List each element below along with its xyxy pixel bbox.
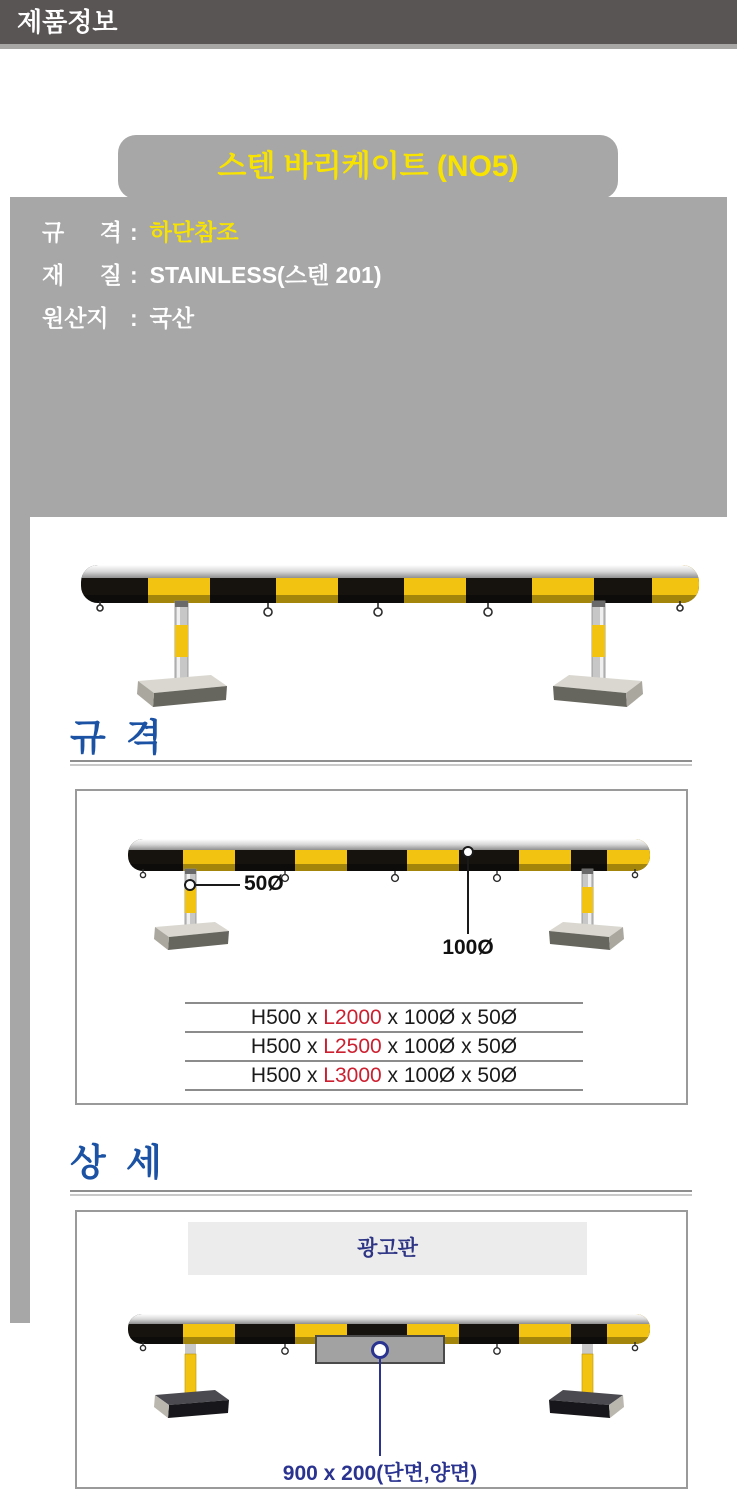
spec-separator: : bbox=[130, 262, 138, 288]
spec-separator: : bbox=[130, 305, 138, 331]
spec-row bbox=[42, 254, 382, 297]
spec-value: 하단참조 bbox=[149, 219, 239, 245]
bar-callout-line bbox=[467, 858, 469, 934]
spec-list bbox=[42, 211, 382, 340]
detail-diagram-box bbox=[75, 1210, 688, 1489]
table-row bbox=[185, 1031, 583, 1060]
right-leg bbox=[553, 601, 643, 707]
product-summary-panel bbox=[10, 197, 727, 1485]
spec-label: 원산지 bbox=[42, 305, 109, 331]
spec-diagram-box bbox=[75, 789, 688, 1105]
leg-callout-line bbox=[196, 884, 240, 886]
header-divider bbox=[0, 44, 737, 49]
size-suffix: x 100Ø x 50Ø bbox=[381, 1064, 518, 1087]
spec-row bbox=[42, 211, 382, 254]
size-suffix: x 100Ø x 50Ø bbox=[381, 1006, 518, 1029]
sign-callout-line bbox=[379, 1359, 381, 1456]
bar-diameter-label: 100Ø bbox=[442, 936, 494, 959]
size-table bbox=[185, 1002, 583, 1091]
product-title: 스텐 바리케이트 (NO5) bbox=[217, 150, 519, 183]
page-header-title: 제품정보 bbox=[17, 7, 118, 37]
ad-board-label-box bbox=[188, 1222, 587, 1275]
barricade-photo bbox=[78, 535, 702, 707]
spec-separator: : bbox=[130, 219, 138, 245]
leg-diameter-label: 50Ø bbox=[244, 872, 284, 895]
size-prefix: H500 x bbox=[250, 1035, 324, 1058]
table-row bbox=[185, 1002, 583, 1031]
leg-callout-marker bbox=[184, 879, 196, 891]
bar-callout-marker bbox=[462, 846, 474, 858]
section-heading-spec: 규 격 bbox=[70, 717, 167, 758]
table-row bbox=[185, 1060, 583, 1091]
spec-value: STAINLESS(스텐 201) bbox=[149, 262, 382, 288]
barricade-detail-diagram bbox=[125, 1300, 653, 1460]
sign-size-label: 900 x 200(단면,양면) bbox=[282, 1462, 478, 1485]
size-length: L3000 bbox=[323, 1064, 382, 1087]
size-suffix: x 100Ø x 50Ø bbox=[381, 1035, 518, 1058]
sign-callout-marker bbox=[371, 1341, 389, 1359]
product-title-banner bbox=[118, 135, 618, 199]
spec-row bbox=[42, 297, 382, 340]
size-length: L2000 bbox=[323, 1006, 382, 1029]
content-box bbox=[30, 517, 727, 1510]
section-rule bbox=[70, 1190, 692, 1196]
ad-board-label: 광고판 bbox=[357, 1237, 418, 1260]
spec-label: 재 질 bbox=[42, 262, 122, 288]
left-leg bbox=[137, 601, 227, 707]
size-prefix: H500 x bbox=[250, 1064, 324, 1087]
section-heading-detail: 상 세 bbox=[70, 1142, 167, 1183]
barricade-diagram bbox=[125, 819, 653, 969]
size-length: L2500 bbox=[323, 1035, 382, 1058]
spec-label: 규 격 bbox=[42, 219, 122, 245]
size-prefix: H500 x bbox=[250, 1006, 324, 1029]
section-rule bbox=[70, 760, 692, 766]
page-header bbox=[0, 0, 737, 44]
spec-value: 국산 bbox=[149, 305, 195, 331]
